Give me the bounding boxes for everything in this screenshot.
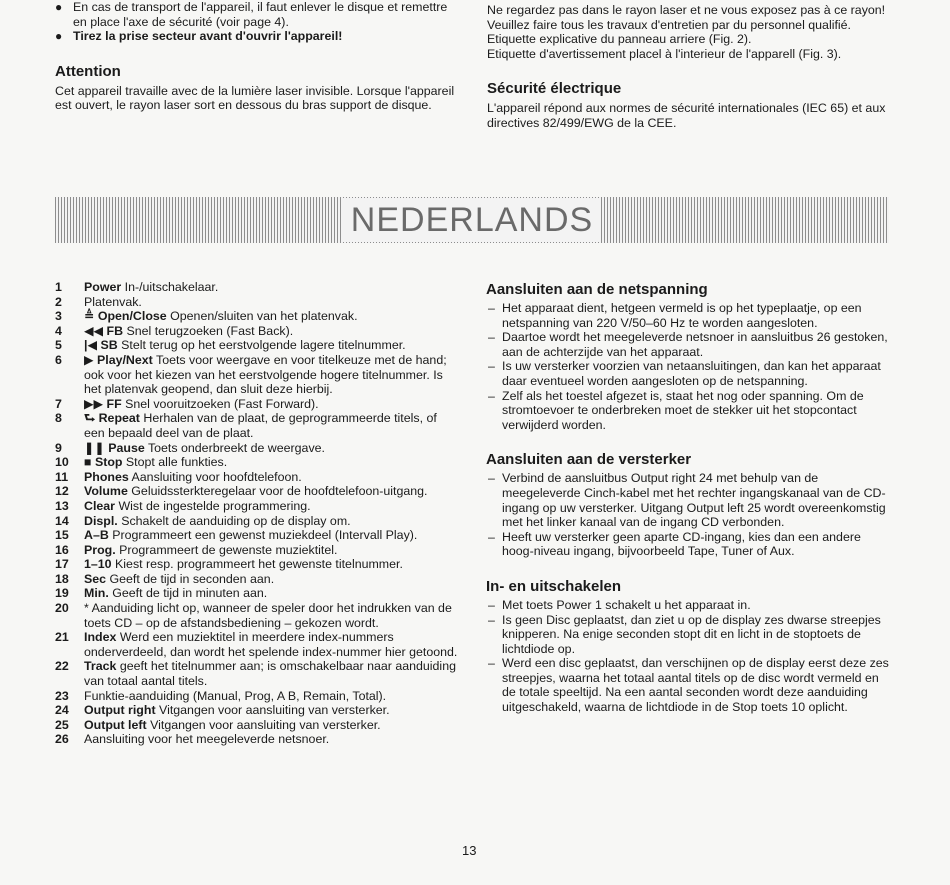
control-text	[84, 338, 460, 353]
control-text	[84, 543, 460, 558]
control-label: Index	[84, 630, 117, 645]
control-description: * Aanduiding licht op, wanneer de speler door het indrukken van de toets CD – op de afstandsbediening – gekozen wordt.	[84, 601, 452, 630]
control-item	[55, 601, 460, 630]
control-description: Schakelt de aanduiding op de display om.	[121, 513, 351, 528]
control-number: 12	[55, 484, 69, 499]
control-text	[84, 397, 460, 412]
control-label: Pause	[108, 440, 145, 455]
control-description: Vitgangen voor aansluiting van versterker.	[150, 717, 381, 732]
control-description: Stopt alle funkties.	[125, 455, 228, 470]
section-heading: In- en uitschakelen	[486, 577, 622, 595]
control-label: FF	[106, 396, 122, 411]
control-label: Volume	[84, 484, 128, 499]
control-text	[84, 484, 460, 499]
control-item	[55, 528, 460, 543]
control-number: 4	[55, 323, 62, 338]
control-text	[84, 557, 460, 572]
section-list-item: – Verbind de aansluitbus Output right 24 met behulp van de meegeleverde Cinch-kabel met het rechter ingangskanaal van de CD-ingang op uw versterker. Uitgang Output left 25 wordt overeenkomstig met het linker kanaal van de ingang CD verbonden.	[486, 471, 892, 529]
control-icon: ■	[84, 455, 95, 470]
control-number: 20	[55, 601, 69, 616]
section-list-item: – Heeft uw versterker geen aparte CD-ingang, kies dan een andere hoog-niveau ingang, bijvoorbeeld Tape, Tuner of Aux.	[486, 530, 892, 559]
control-label: Play/Next	[96, 352, 153, 367]
control-number: 6	[55, 352, 62, 367]
control-item	[55, 557, 460, 572]
control-description: Geluidssterkteregelaar voor de hoofdtelefoon-uitgang.	[131, 484, 428, 499]
control-label: Output right	[84, 703, 156, 718]
control-text	[84, 732, 460, 747]
controls-list-column	[55, 280, 460, 747]
section-list-item: – Het apparaat dient, hetgeen vermeld is op het typeplaatje, op een netspanning van 220 V/50–60 Hz te worden aangesloten.	[486, 301, 892, 330]
control-number: 8	[55, 411, 62, 426]
control-item	[55, 689, 460, 704]
control-label: SB	[100, 338, 118, 353]
sections-container	[486, 281, 892, 715]
control-label: Sec	[84, 571, 107, 586]
control-item	[55, 338, 460, 353]
french-right-column	[487, 3, 892, 131]
control-label: Stop	[94, 455, 123, 470]
section-list-item: – Daartoe wordt het meegeleverde netsnoer in aansluitbus 26 gestoken, aan de achterzijde van het apparaat.	[486, 330, 892, 359]
control-number: 23	[55, 688, 69, 703]
control-description: Vitgangen voor aansluiting van versterker.	[159, 703, 390, 718]
control-icon: ❚❚	[84, 440, 109, 455]
control-label: Clear	[84, 498, 115, 513]
control-description: Toets voor weergave en voor titelkeuze met de hand; ook voor het kiezen van het eerstvolgende hogere titelnummer. Is het platenvak geopend, dan sluit deze hierbij.	[84, 352, 447, 397]
control-description: Herhalen van de plaat, de geprogrammeerde titels, of een bepaald deel van de plaat.	[84, 411, 437, 440]
control-number: 21	[55, 630, 69, 645]
control-label: Phones	[84, 469, 129, 484]
control-text	[84, 718, 460, 733]
laser-line: Etiquette explicative du panneau arriere (Fig. 2).	[487, 32, 752, 47]
control-icon: ⮑	[84, 411, 99, 426]
section-list-item: – Is uw versterker voorzien van netaansluitingen, dan kan het apparaat daar eventueel worden aangesloten op de netspanning.	[486, 359, 892, 388]
control-text	[84, 470, 460, 485]
control-icon: ▶▶	[84, 396, 107, 411]
control-text	[84, 659, 460, 688]
control-item	[55, 514, 460, 529]
control-number: 17	[55, 557, 69, 572]
section-list-item: – Is geen Disc geplaatst, dan ziet u op de display zes dwarse streepjes knipperen. Na enige seconden stopt dit en licht in de stoptoets de lichtdiode op.	[486, 613, 892, 657]
control-number: 1	[55, 280, 62, 294]
control-label: Open/Close	[97, 309, 167, 324]
page-number: 13	[462, 843, 477, 858]
control-text	[84, 572, 460, 587]
french-bullet-item: ● Tirez la prise secteur avant d'ouvrir l'appareil!	[55, 29, 460, 44]
control-item	[55, 543, 460, 558]
language-banner	[55, 197, 889, 243]
control-description: geeft het titelnummer aan; is omschakelbaar naar aanduiding van totaal aantal titels.	[84, 659, 456, 689]
control-item	[55, 659, 460, 688]
control-label: Power	[84, 280, 122, 294]
control-description: Werd een muziektitel in meerdere index-nummers onderverdeeld, dan wordt het spelende index-nummer hier getoond.	[84, 630, 458, 659]
control-item	[55, 411, 460, 440]
control-number: 5	[55, 338, 62, 353]
control-text	[84, 586, 460, 601]
attention-text: Cet appareil travaille avec de la lumière laser invisible. Lorsque l'appareil est ouvert, le rayon laser sort en dessous du bras support de disque.	[55, 83, 455, 113]
control-description: Geeft de tijd in minuten aan.	[112, 586, 268, 601]
control-text	[84, 295, 460, 310]
section-list-item: – Werd een disc geplaatst, dan verschijnen op de display eerst deze zes streepjes, waarna het totaal aantal titels op de disc wordt vermeld en de totale speeltijd. Na een aantal seconden wordt deze aanduiding uitgeschakeld, waarna de lichtdiode in de Stop toets 10 oplicht.	[486, 656, 892, 714]
control-number: 26	[55, 732, 69, 747]
control-label: Prog.	[84, 542, 116, 557]
control-text	[84, 353, 460, 397]
control-number: 24	[55, 703, 69, 718]
section-list-item: – Zelf als het toestel afgezet is, staat het nog oder spanning. Om de stromtoevoer te onderbreken moet de stekker uit het stopcontact verwijderd worden.	[486, 389, 892, 433]
control-number: 11	[55, 469, 69, 484]
control-description: Funktie-aanduiding (Manual, Prog, A B, Remain, Total).	[84, 688, 387, 703]
control-text	[84, 455, 460, 470]
control-item	[55, 572, 460, 587]
french-bullet-item: ● En cas de transport de l'appareil, il faut enlever le disque et remettre en place l'axe de sécurité (voir page 4).	[55, 0, 460, 29]
control-item	[55, 353, 460, 397]
control-item	[55, 280, 460, 295]
control-text	[84, 601, 460, 630]
laser-line: Etiquette d'avertissement placel à l'interieur de l'apparell (Fig. 3).	[487, 46, 842, 61]
control-description: Programmeert een gewenst muziekdeel (Intervall Play).	[112, 528, 418, 543]
control-label: Output left	[84, 717, 147, 732]
control-item	[55, 630, 460, 659]
control-label: Repeat	[98, 411, 140, 426]
control-item	[55, 397, 460, 412]
control-description: Geeft de tijd in seconden aan.	[109, 571, 275, 586]
control-item	[55, 718, 460, 733]
control-label: 1–10	[84, 557, 112, 572]
control-item	[55, 499, 460, 514]
control-description: Aansluiting voor hoofdtelefoon.	[131, 469, 302, 484]
control-text	[84, 528, 460, 543]
control-description: Toets onderbreekt de weergave.	[147, 440, 325, 455]
control-number: 3	[55, 309, 62, 324]
control-description: Wist de ingestelde programmering.	[118, 498, 311, 513]
control-label: Min.	[84, 586, 109, 601]
control-description: Openen/sluiten van het platenvak.	[170, 309, 358, 324]
laser-line: Ne regardez pas dans le rayon laser et ne vous exposez pas à ce rayon!	[487, 3, 886, 17]
french-left-column	[55, 0, 460, 113]
control-icon: ≜	[84, 309, 98, 324]
control-label: A–B	[84, 528, 109, 543]
control-text	[84, 309, 460, 324]
section-list	[486, 598, 892, 715]
securite-text: L'appareil répond aux normes de sécurité internationales (IEC 65) et aux directives 82/499/EWG de la CEE.	[487, 101, 886, 130]
control-text	[84, 689, 460, 704]
controls-list	[55, 280, 460, 747]
control-item	[55, 309, 460, 324]
control-text	[84, 499, 460, 514]
french-bullet-list	[55, 0, 460, 44]
securite-heading: Sécurité électrique	[487, 80, 622, 98]
control-item	[55, 484, 460, 499]
control-icon: ▶	[84, 352, 97, 367]
control-item	[55, 455, 460, 470]
control-text	[84, 514, 460, 529]
control-number: 9	[55, 440, 62, 455]
banner-title: NEDERLANDS	[343, 198, 601, 242]
control-label: Displ.	[84, 513, 118, 528]
control-number: 19	[55, 586, 69, 601]
control-description: Programmeert de gewenste muziektitel.	[119, 542, 338, 557]
control-description: Stelt terug op het eerstvolgende lagere titelnummer.	[121, 338, 406, 353]
section-heading: Aansluiten aan de netspanning	[486, 281, 708, 298]
control-text	[84, 280, 460, 295]
control-number: 22	[55, 659, 69, 674]
control-number: 16	[55, 542, 69, 557]
control-item	[55, 586, 460, 601]
control-number: 7	[55, 396, 62, 411]
attention-heading: Attention	[55, 62, 121, 80]
control-number: 10	[55, 455, 69, 470]
control-label: Track	[84, 659, 117, 674]
control-text	[84, 411, 460, 440]
control-number: 25	[55, 717, 69, 732]
control-description: Aansluiting voor het meegeleverde netsnoer.	[84, 732, 330, 747]
control-icon: |◀	[84, 338, 101, 353]
control-label: FB	[106, 323, 124, 338]
sections-column	[486, 281, 892, 715]
control-text	[84, 441, 460, 456]
control-text	[84, 630, 460, 659]
control-text	[84, 324, 460, 339]
control-item	[55, 703, 460, 718]
control-item	[55, 324, 460, 339]
control-item	[55, 470, 460, 485]
control-description: Snel vooruitzoeken (Fast Forward).	[125, 396, 319, 411]
section-list	[486, 301, 892, 432]
control-item	[55, 732, 460, 747]
control-item	[55, 441, 460, 456]
control-item	[55, 295, 460, 310]
control-description: Kiest resp. programmeert het gewenste titelnummer.	[115, 557, 403, 572]
control-number: 2	[55, 294, 62, 309]
control-number: 13	[55, 498, 69, 513]
section-list	[486, 471, 892, 559]
control-number: 14	[55, 513, 69, 528]
laser-line: Veuillez faire tous les travaux d'entretien par du personnel qualifié.	[487, 17, 851, 32]
section-heading: Aansluiten aan de versterker	[486, 451, 692, 469]
control-number: 15	[55, 528, 69, 543]
control-description: Platenvak.	[84, 294, 142, 309]
control-number: 18	[55, 571, 69, 586]
control-description: In-/uitschakelaar.	[124, 280, 219, 294]
section-list-item: – Met toets Power 1 schakelt u het apparaat in.	[486, 598, 892, 613]
control-icon: ◀◀	[84, 323, 107, 338]
control-text	[84, 703, 460, 718]
control-description: Snel terugzoeken (Fast Back).	[126, 323, 294, 338]
